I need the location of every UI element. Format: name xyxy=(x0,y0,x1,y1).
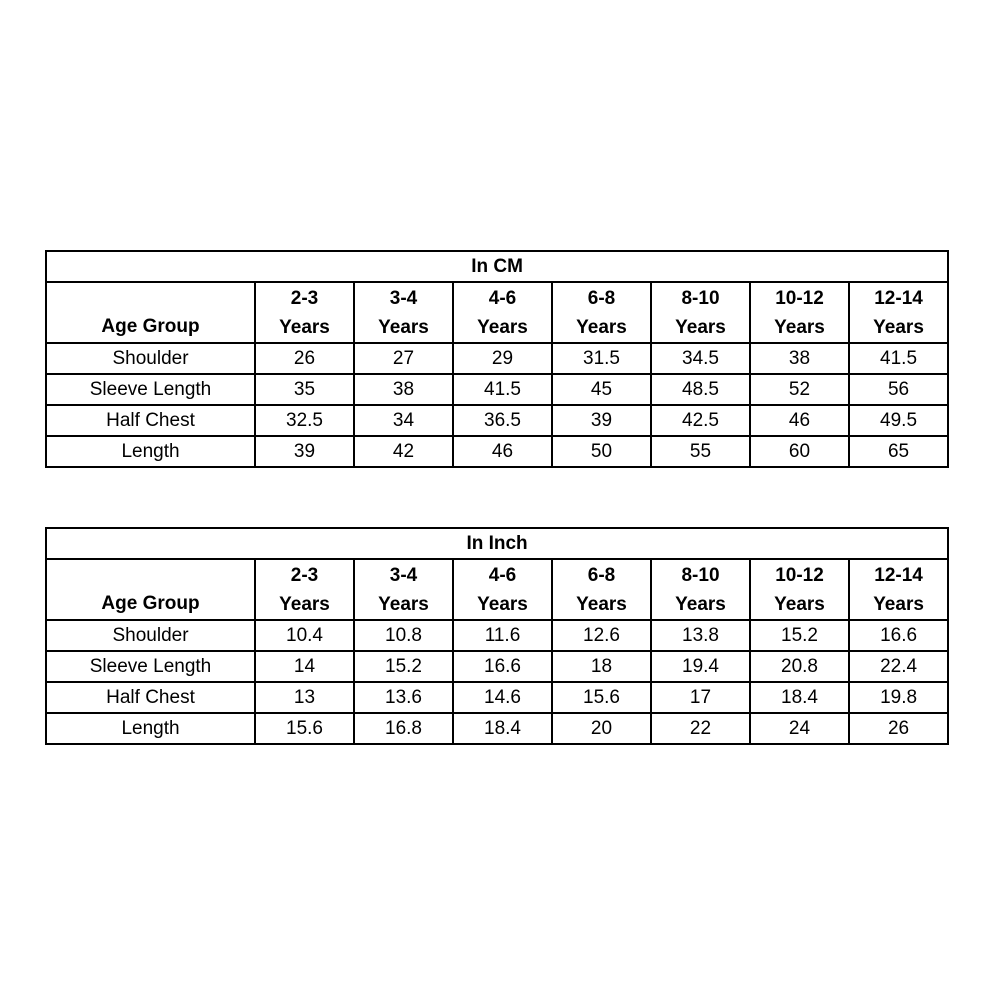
table-cell: 14.6 xyxy=(453,682,552,713)
table-title: In CM xyxy=(46,251,948,282)
table-cell: 22.4 xyxy=(849,651,948,682)
row-label: Length xyxy=(46,713,255,744)
table-cell: 60 xyxy=(750,436,849,467)
column-header-range: 12-14 xyxy=(874,565,923,586)
row-label: Sleeve Length xyxy=(46,651,255,682)
table-row xyxy=(46,620,948,651)
column-header-range: 6-8 xyxy=(587,288,616,309)
table-cell: 26 xyxy=(849,713,948,744)
table-cell: 10.4 xyxy=(255,620,354,651)
table-cell: 18 xyxy=(552,651,651,682)
column-header-unit: Years xyxy=(576,317,627,338)
column-header-unit: Years xyxy=(774,317,825,338)
table-cell: 48.5 xyxy=(651,374,750,405)
column-header-range: 4-6 xyxy=(488,288,517,309)
column-header-range: 12-14 xyxy=(874,288,923,309)
table-row xyxy=(46,713,948,744)
table-cell: 17 xyxy=(651,682,750,713)
column-header-unit: Years xyxy=(279,317,330,338)
table-title: In Inch xyxy=(46,528,948,559)
table-cell: 11.6 xyxy=(453,620,552,651)
column-header xyxy=(651,559,750,620)
table-cell: 36.5 xyxy=(453,405,552,436)
table-cell: 13.6 xyxy=(354,682,453,713)
column-header-unit: Years xyxy=(873,317,924,338)
table-cell: 42 xyxy=(354,436,453,467)
column-header xyxy=(849,282,948,343)
column-header-unit: Years xyxy=(774,594,825,615)
table-cell: 41.5 xyxy=(453,374,552,405)
table-cell: 52 xyxy=(750,374,849,405)
column-header xyxy=(354,282,453,343)
table-cell: 32.5 xyxy=(255,405,354,436)
table-cell: 34 xyxy=(354,405,453,436)
table-cell: 16.6 xyxy=(453,651,552,682)
table-title-row xyxy=(46,251,948,282)
table-cell: 19.4 xyxy=(651,651,750,682)
column-header-range: 10-12 xyxy=(775,288,824,309)
table-cell: 15.6 xyxy=(255,713,354,744)
column-header xyxy=(750,559,849,620)
table-cell: 31.5 xyxy=(552,343,651,374)
column-header xyxy=(651,282,750,343)
table-row xyxy=(46,343,948,374)
table-cell: 45 xyxy=(552,374,651,405)
column-header xyxy=(552,282,651,343)
column-header-unit: Years xyxy=(378,594,429,615)
column-header xyxy=(354,559,453,620)
table-cell: 16.8 xyxy=(354,713,453,744)
table-cell: 14 xyxy=(255,651,354,682)
table-cell: 13.8 xyxy=(651,620,750,651)
table-cell: 10.8 xyxy=(354,620,453,651)
column-header xyxy=(255,559,354,620)
column-header-unit: Years xyxy=(873,594,924,615)
column-header xyxy=(453,559,552,620)
table-cell: 18.4 xyxy=(453,713,552,744)
table-row xyxy=(46,682,948,713)
column-header-unit: Years xyxy=(675,317,726,338)
table-cell: 49.5 xyxy=(849,405,948,436)
table-cell: 39 xyxy=(255,436,354,467)
table-cell: 16.6 xyxy=(849,620,948,651)
row-label: Sleeve Length xyxy=(46,374,255,405)
column-header xyxy=(849,559,948,620)
age-group-header: Age Group xyxy=(46,559,255,620)
table-cell: 15.2 xyxy=(354,651,453,682)
table-header-row xyxy=(46,282,948,343)
column-header-unit: Years xyxy=(279,594,330,615)
table-row xyxy=(46,405,948,436)
column-header-unit: Years xyxy=(576,594,627,615)
column-header xyxy=(750,282,849,343)
table-row xyxy=(46,436,948,467)
column-header-range: 8-10 xyxy=(681,565,720,586)
table-cell: 29 xyxy=(453,343,552,374)
table-cell: 42.5 xyxy=(651,405,750,436)
column-header-range: 4-6 xyxy=(488,565,517,586)
table-cell: 46 xyxy=(453,436,552,467)
column-header-unit: Years xyxy=(378,317,429,338)
table-cell: 26 xyxy=(255,343,354,374)
column-header-range: 3-4 xyxy=(389,565,418,586)
table-cell: 46 xyxy=(750,405,849,436)
column-header-range: 8-10 xyxy=(681,288,720,309)
column-header-range: 2-3 xyxy=(290,565,319,586)
table-cell: 55 xyxy=(651,436,750,467)
column-header xyxy=(255,282,354,343)
column-header xyxy=(453,282,552,343)
column-header-range: 2-3 xyxy=(290,288,319,309)
size-chart-cm-table xyxy=(45,250,949,468)
row-label: Length xyxy=(46,436,255,467)
table-cell: 19.8 xyxy=(849,682,948,713)
table-cell: 27 xyxy=(354,343,453,374)
table-header-row xyxy=(46,559,948,620)
table-cell: 38 xyxy=(354,374,453,405)
column-header-range: 6-8 xyxy=(587,565,616,586)
table-cell: 35 xyxy=(255,374,354,405)
table-cell: 15.2 xyxy=(750,620,849,651)
table-cell: 13 xyxy=(255,682,354,713)
table-cell: 34.5 xyxy=(651,343,750,374)
table-cell: 12.6 xyxy=(552,620,651,651)
row-label: Half Chest xyxy=(46,682,255,713)
table-cell: 18.4 xyxy=(750,682,849,713)
table-cell: 20.8 xyxy=(750,651,849,682)
row-label: Shoulder xyxy=(46,343,255,374)
table-title-row xyxy=(46,528,948,559)
column-header-unit: Years xyxy=(477,317,528,338)
size-chart-inch-table xyxy=(45,527,949,745)
column-header-range: 3-4 xyxy=(389,288,418,309)
table-cell: 15.6 xyxy=(552,682,651,713)
column-header-unit: Years xyxy=(675,594,726,615)
table-cell: 50 xyxy=(552,436,651,467)
column-header-unit: Years xyxy=(477,594,528,615)
table-row xyxy=(46,651,948,682)
table-cell: 39 xyxy=(552,405,651,436)
table-cell: 65 xyxy=(849,436,948,467)
row-label: Half Chest xyxy=(46,405,255,436)
table-cell: 20 xyxy=(552,713,651,744)
table-row xyxy=(46,374,948,405)
table-cell: 24 xyxy=(750,713,849,744)
table-cell: 41.5 xyxy=(849,343,948,374)
row-label: Shoulder xyxy=(46,620,255,651)
table-cell: 56 xyxy=(849,374,948,405)
column-header-range: 10-12 xyxy=(775,565,824,586)
table-cell: 22 xyxy=(651,713,750,744)
table-cell: 38 xyxy=(750,343,849,374)
age-group-header: Age Group xyxy=(46,282,255,343)
column-header xyxy=(552,559,651,620)
